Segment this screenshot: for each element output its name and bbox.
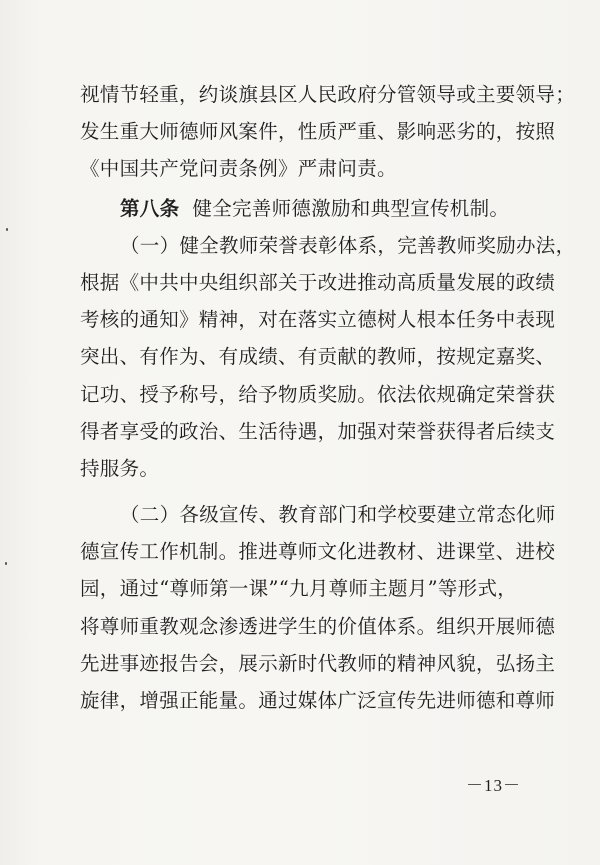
- text-line: （二）各级宣传、教育部门和学校要建立常态化师: [120, 503, 556, 527]
- text-line: （一）健全教师荣誉表彰体系，完善教师奖励办法，: [120, 233, 576, 257]
- text-line: 记功、授予称号，给予物质奖励。依法依规确定荣誉获: [80, 382, 556, 406]
- text-line: 先进事迹报告会，展示新时代教师的精神风貌，弘扬主: [80, 651, 556, 675]
- text-line: 根据《中共中央组织部关于改进推动高质量发展的政绩: [80, 270, 556, 294]
- text-line: 发生重大师德师风案件，性质严重、影响恶劣的，按照: [80, 120, 556, 144]
- body-text: [80, 76, 576, 719]
- page-number: －13－: [466, 776, 521, 795]
- scan-speck: [6, 228, 8, 231]
- text-line: 持服务。: [80, 456, 160, 480]
- article-title: 健全完善师德激励和典型宣传机制。: [192, 196, 510, 220]
- text-line: 突出、有作为、有成绩、有贡献的教师，按规定嘉奖、: [80, 345, 556, 369]
- text-line: 园，通过“尊师第一课”“九月尊师主题月”等形式，: [80, 577, 518, 601]
- text-line: 将尊师重教观念渗透进学生的价值体系。组织开展师德: [80, 614, 556, 638]
- scan-speck: [5, 562, 7, 565]
- text-line: 《中国共产党问责条例》严肃问责。: [80, 157, 397, 181]
- article-heading-line: [80, 190, 560, 227]
- text-line: 德宣传工作机制。推进尊师文化进教材、进课堂、进校: [80, 540, 556, 564]
- article-label: 第八条: [120, 196, 180, 220]
- text-line: 考核的通知》精神，对在落实立德树人根本任务中表现: [80, 308, 556, 332]
- text-line: 旋律，增强正能量。通过媒体广泛宣传先进师德和尊师: [80, 689, 556, 712]
- text-line: 得者享受的政治、生活待遇，加强对荣誉获得者后续支: [80, 419, 556, 443]
- text-line: 视情节轻重，约谈旗县区人民政府分管领导或主要领导；: [80, 83, 576, 106]
